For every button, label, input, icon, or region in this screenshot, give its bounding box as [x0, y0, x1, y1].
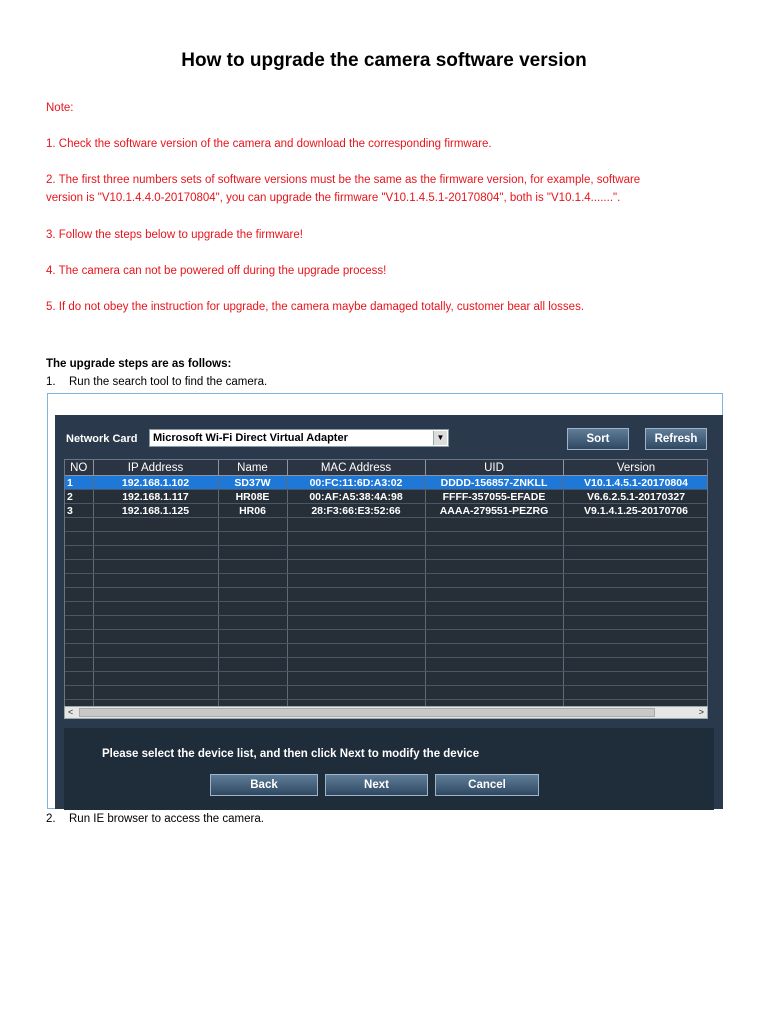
cancel-button[interactable]: Cancel: [435, 774, 539, 796]
table-row[interactable]: [65, 476, 708, 490]
empty-cell: [287, 644, 425, 658]
empty-cell: [287, 616, 425, 630]
cell-no: 3: [65, 504, 93, 518]
empty-cell: [287, 686, 425, 700]
sort-button[interactable]: Sort: [567, 428, 629, 450]
cell-ip: 192.168.1.102: [93, 476, 218, 490]
empty-cell: [563, 602, 708, 616]
empty-cell: [563, 644, 708, 658]
empty-cell: [425, 588, 563, 602]
empty-cell: [563, 630, 708, 644]
empty-cell: [93, 630, 218, 644]
empty-cell: [563, 616, 708, 630]
cell-ip: 192.168.1.125: [93, 504, 218, 518]
empty-cell: [65, 574, 93, 588]
empty-cell: [425, 630, 563, 644]
table-row[interactable]: [65, 504, 708, 518]
empty-cell: [563, 658, 708, 672]
empty-table-row: [65, 686, 708, 700]
next-button[interactable]: Next: [325, 774, 428, 796]
empty-cell: [287, 658, 425, 672]
empty-cell: [218, 518, 287, 532]
empty-cell: [287, 518, 425, 532]
empty-cell: [65, 560, 93, 574]
empty-table-row: [65, 602, 708, 616]
empty-cell: [287, 532, 425, 546]
cell-version: V10.1.4.5.1-20170804: [563, 476, 708, 490]
network-card-select[interactable]: [149, 429, 449, 447]
empty-table-row: [65, 630, 708, 644]
empty-cell: [425, 602, 563, 616]
cell-version: V6.6.2.5.1-20170327: [563, 490, 708, 504]
empty-cell: [425, 574, 563, 588]
empty-cell: [218, 588, 287, 602]
empty-cell: [65, 658, 93, 672]
cell-mac: 00:FC:11:6D:A3:02: [287, 476, 425, 490]
empty-cell: [65, 518, 93, 532]
empty-cell: [425, 686, 563, 700]
empty-cell: [93, 532, 218, 546]
empty-cell: [93, 672, 218, 686]
empty-cell: [218, 672, 287, 686]
column-header-no[interactable]: NO: [65, 460, 93, 476]
cell-name: SD37W: [218, 476, 287, 490]
scrollbar-thumb[interactable]: [79, 708, 655, 717]
empty-cell: [563, 546, 708, 560]
empty-cell: [563, 560, 708, 574]
note-item-4: 4. The camera can not be powered off during the upgrade process!: [46, 265, 387, 277]
empty-cell: [218, 616, 287, 630]
empty-cell: [563, 574, 708, 588]
empty-cell: [425, 672, 563, 686]
empty-table-row: [65, 546, 708, 560]
empty-cell: [93, 518, 218, 532]
empty-cell: [218, 532, 287, 546]
step-text: Run the search tool to find the camera.: [69, 376, 268, 388]
refresh-button[interactable]: Refresh: [645, 428, 707, 450]
empty-cell: [287, 588, 425, 602]
table-header-row: [65, 460, 708, 476]
step-number: 1.: [46, 376, 56, 388]
note-item-3: 3. Follow the steps below to upgrade the firmware!: [46, 229, 303, 241]
empty-table-row: [65, 644, 708, 658]
empty-cell: [287, 546, 425, 560]
table-row[interactable]: [65, 490, 708, 504]
empty-cell: [563, 532, 708, 546]
empty-cell: [65, 644, 93, 658]
empty-cell: [425, 658, 563, 672]
empty-table-row: [65, 588, 708, 602]
network-card-value: Microsoft Wi-Fi Direct Virtual Adapter: [153, 432, 348, 444]
empty-cell: [93, 658, 218, 672]
note-item-5: 5. If do not obey the instruction for upgrade, the camera maybe damaged totally, customer bear all losses.: [46, 301, 585, 313]
scroll-left-icon[interactable]: <: [68, 707, 74, 717]
empty-cell: [65, 630, 93, 644]
empty-cell: [65, 672, 93, 686]
empty-table-row: [65, 658, 708, 672]
cell-no: 1: [65, 476, 93, 490]
empty-cell: [287, 672, 425, 686]
horizontal-scrollbar[interactable]: [64, 706, 708, 719]
cell-uid: AAAA-279551-PEZRG: [425, 504, 563, 518]
empty-table-row: [65, 574, 708, 588]
cell-version: V9.1.4.1.25-20170706: [563, 504, 708, 518]
empty-cell: [425, 546, 563, 560]
empty-cell: [563, 588, 708, 602]
back-button[interactable]: Back: [210, 774, 318, 796]
empty-cell: [425, 532, 563, 546]
search-tool-window: [55, 415, 723, 809]
empty-table-row: [65, 560, 708, 574]
cell-uid: FFFF-357055-EFADE: [425, 490, 563, 504]
column-header-ip[interactable]: IP Address: [93, 460, 218, 476]
empty-cell: [287, 560, 425, 574]
empty-cell: [287, 602, 425, 616]
cell-mac: 28:F3:66:E3:52:66: [287, 504, 425, 518]
empty-table-row: [65, 672, 708, 686]
empty-table-row: [65, 616, 708, 630]
empty-cell: [218, 686, 287, 700]
column-header-name[interactable]: Name: [218, 460, 287, 476]
chevron-down-icon[interactable]: ▼: [433, 431, 447, 445]
empty-cell: [93, 588, 218, 602]
empty-cell: [218, 630, 287, 644]
note-item-2a: 2. The first three numbers sets of software versions must be the same as the firmware version, for example, software: [46, 174, 641, 186]
cell-uid: DDDD-156857-ZNKLL: [425, 476, 563, 490]
empty-cell: [65, 588, 93, 602]
cell-ip: 192.168.1.117: [93, 490, 218, 504]
step-1: [46, 374, 706, 390]
empty-cell: [563, 686, 708, 700]
empty-cell: [93, 686, 218, 700]
empty-cell: [218, 602, 287, 616]
cell-no: 2: [65, 490, 93, 504]
empty-cell: [65, 546, 93, 560]
empty-cell: [218, 658, 287, 672]
steps-heading: The upgrade steps are as follows:: [46, 358, 232, 370]
column-header-uid[interactable]: UID: [425, 460, 563, 476]
action-panel: [64, 728, 714, 810]
empty-cell: [287, 630, 425, 644]
empty-cell: [218, 574, 287, 588]
cell-name: HR06: [218, 504, 287, 518]
column-header-mac[interactable]: MAC Address: [287, 460, 425, 476]
empty-cell: [93, 616, 218, 630]
page-title: How to upgrade the camera software version: [181, 50, 587, 71]
note-item-1: 1. Check the software version of the camera and download the corresponding firmware.: [46, 138, 492, 150]
empty-cell: [218, 560, 287, 574]
empty-cell: [287, 574, 425, 588]
instruction-text: Please select the device list, and then click Next to modify the device: [102, 748, 480, 760]
cell-name: HR08E: [218, 490, 287, 504]
note-item-2b: version is "V10.1.4.4.0-20170804", you can upgrade the firmware "V10.1.4.5.1-20170804", both is "V10.1.4.......".: [46, 192, 621, 204]
step-2: [46, 811, 706, 827]
empty-cell: [218, 644, 287, 658]
empty-cell: [425, 560, 563, 574]
empty-cell: [65, 686, 93, 700]
empty-table-row: [65, 518, 708, 532]
empty-cell: [218, 546, 287, 560]
step-number: 2.: [46, 813, 56, 825]
note-heading: Note:: [46, 102, 74, 114]
empty-cell: [93, 574, 218, 588]
scroll-right-icon[interactable]: >: [698, 707, 704, 717]
empty-cell: [425, 616, 563, 630]
empty-cell: [93, 546, 218, 560]
empty-cell: [93, 602, 218, 616]
empty-cell: [425, 644, 563, 658]
empty-cell: [563, 672, 708, 686]
cell-mac: 00:AF:A5:38:4A:98: [287, 490, 425, 504]
empty-table-row: [65, 532, 708, 546]
empty-cell: [563, 518, 708, 532]
device-table: [64, 459, 708, 719]
empty-cell: [65, 602, 93, 616]
network-card-label: Network Card: [66, 433, 138, 445]
column-header-version[interactable]: Version: [563, 460, 708, 476]
empty-cell: [425, 518, 563, 532]
empty-cell: [93, 560, 218, 574]
empty-cell: [65, 616, 93, 630]
empty-cell: [93, 644, 218, 658]
empty-cell: [65, 532, 93, 546]
step-text: Run IE browser to access the camera.: [69, 813, 264, 825]
